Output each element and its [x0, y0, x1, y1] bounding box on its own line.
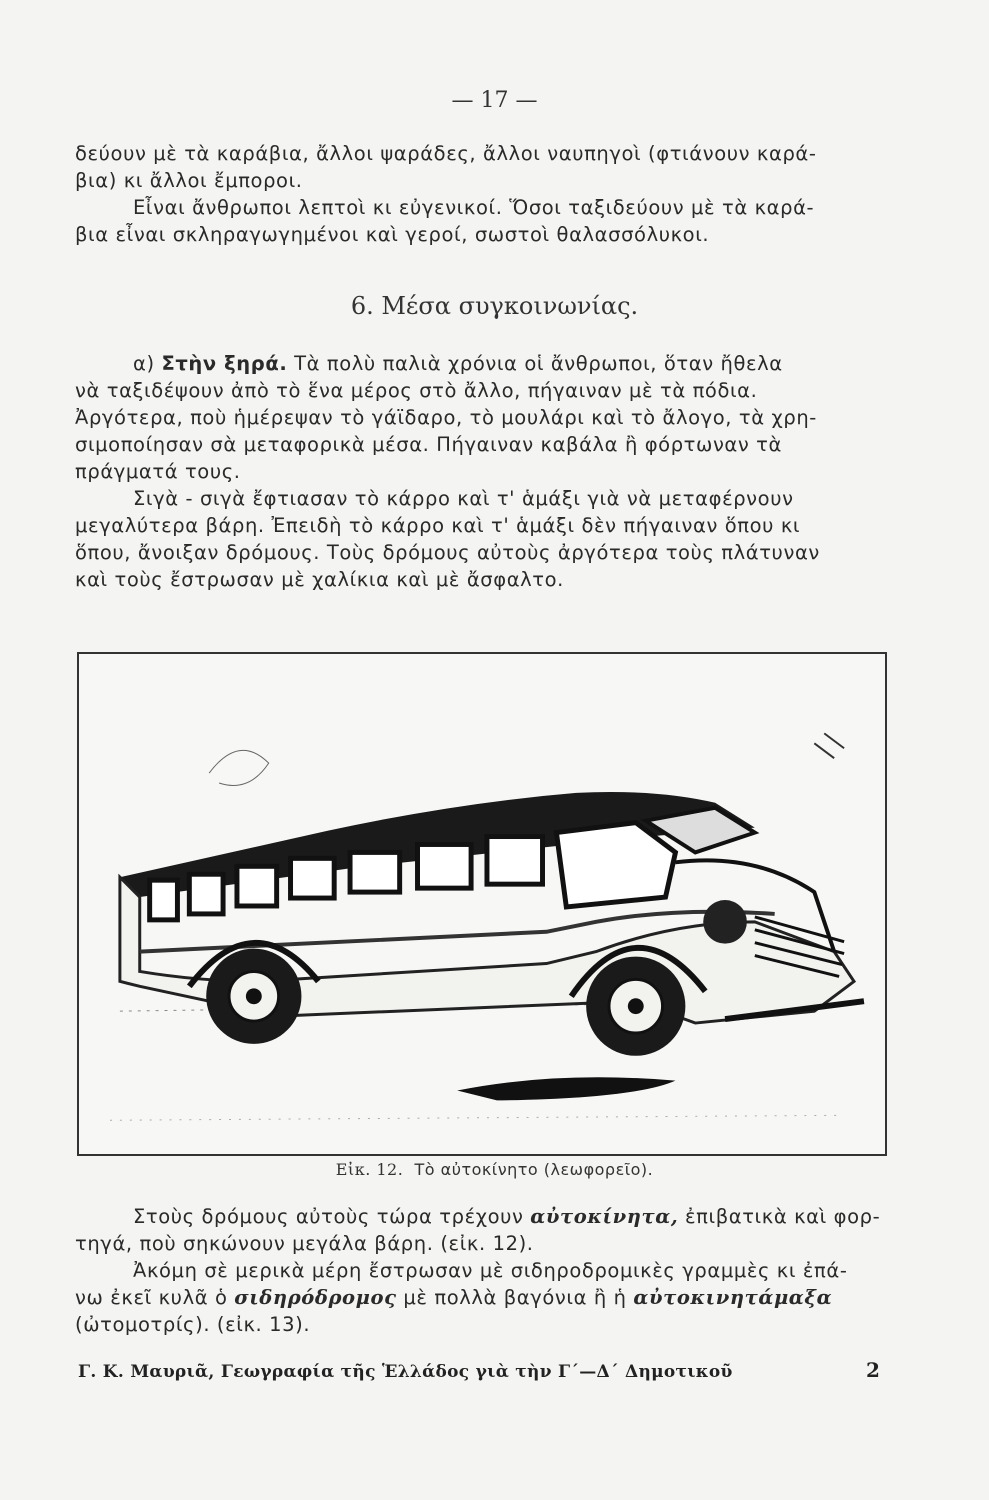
- text-line: νὰ ταξιδέψουν ἀπὸ τὸ ἕνα μέρος στὸ ἄλλο, πήγαιναν μὲ τὰ πόδια.: [75, 379, 758, 402]
- paragraph-1: [75, 140, 895, 248]
- text-line: Εἶναι ἄνθρωποι λεπτοὶ κι εὐγενικοί. Ὅσοι ταξιδεύουν μὲ τὰ καρά-: [133, 196, 815, 219]
- bus-illustration: [77, 652, 887, 1156]
- paragraph-5: [75, 1203, 895, 1338]
- text-line: βια) κι ἄλλοι ἔμποροι.: [75, 169, 303, 192]
- paragraph-3: [75, 350, 895, 593]
- emphasis-term: σιδηρόδρομος: [234, 1286, 397, 1309]
- text-run: Τὰ πολὺ παλιὰ χρόνια οἱ ἄνθρωποι, ὅταν ἤθελα: [287, 352, 783, 375]
- text-line: δεύουν μὲ τὰ καράβια, ἄλλοι ψαράδες, ἄλλοι ναυπηγοὶ (φτιάνουν καρά-: [75, 142, 817, 165]
- emphasis-term: αὐτοκίνητα,: [530, 1205, 679, 1228]
- text-line: βια εἶναι σκληραγωγημένοι καὶ γεροί, σωστοὶ θαλασσόλυκοι.: [75, 223, 710, 246]
- text-line: [75, 1284, 895, 1311]
- figure-caption: [0, 1160, 989, 1179]
- figure-number: Εἰκ. 12.: [335, 1160, 404, 1179]
- section-heading: 6. Μέσα συγκοινωνίας.: [350, 292, 639, 320]
- text-line: μεγαλύτερα βάρη. Ἐπειδὴ τὸ κάρρο καὶ τ' ἁμάξι δὲν πήγαιναν ὅπου κι: [75, 514, 801, 537]
- text-line: πράγματά τους.: [75, 460, 241, 483]
- text-line: [75, 1203, 895, 1230]
- text-line: τηγά, ποὺ σηκώνουν μεγάλα βάρη. (εἰκ. 12).: [75, 1232, 534, 1255]
- emphasis-term: αὐτοκινητάμαξα: [633, 1286, 833, 1309]
- text-run: ἐπιβατικὰ καὶ φορ-: [678, 1205, 881, 1228]
- text-line: σιμοποίησαν σὰ μεταφορικὰ μέσα. Πήγαιναν καβάλα ἢ φόρτωναν τὰ: [75, 433, 782, 456]
- text-line: Σιγὰ - σιγὰ ἔφτιασαν τὸ κάρρο καὶ τ' ἁμάξι γιὰ νὰ μεταφέρνουν: [133, 487, 794, 510]
- text-line: ὅπου, ἄνοιξαν δρόμους. Τοὺς δρόμους αὐτοὺς ἀργότερα τοὺς πλάτυναν: [75, 541, 820, 564]
- signature-mark: 2: [866, 1358, 880, 1382]
- text-line: καὶ τοὺς ἔστρωσαν μὲ χαλίκια καὶ μὲ ἄσφαλτο.: [75, 568, 564, 591]
- text-run: Στοὺς δρόμους αὐτοὺς τώρα τρέχουν: [133, 1205, 531, 1228]
- text-line: (ὠτομοτρίς). (εἰκ. 13).: [75, 1313, 311, 1336]
- lead-phrase: Στὴν ξηρά.: [161, 352, 288, 375]
- text-line: [75, 350, 895, 377]
- page-number: — 17 —: [451, 88, 538, 113]
- bus-drawing: [79, 654, 885, 1154]
- text-line: Ἀργότερα, ποὺ ἡμέρεψαν τὸ γάϊδαρο, τὸ μουλάρι καὶ τὸ ἄλογο, τὰ χρη-: [75, 406, 817, 429]
- text-run: μὲ πολλὰ βαγόνια ἢ ἡ: [396, 1286, 634, 1309]
- figure-title: Τὸ αὐτοκίνητο (λεωφορεῖο).: [414, 1160, 654, 1179]
- text-line: Ἀκόμη σὲ μερικὰ μέρη ἔστρωσαν μὲ σιδηροδρομικὲς γραμμὲς κι ἐπά-: [133, 1259, 848, 1282]
- list-marker: α): [133, 352, 162, 375]
- book-footer: Γ. Κ. Μαυριᾶ, Γεωγραφία τῆς Ἑλλάδος γιὰ τὴν Γ΄—Δ΄ Δημοτικοῦ: [78, 1362, 733, 1382]
- text-run: νω ἐκεῖ κυλᾶ ὁ: [75, 1286, 235, 1309]
